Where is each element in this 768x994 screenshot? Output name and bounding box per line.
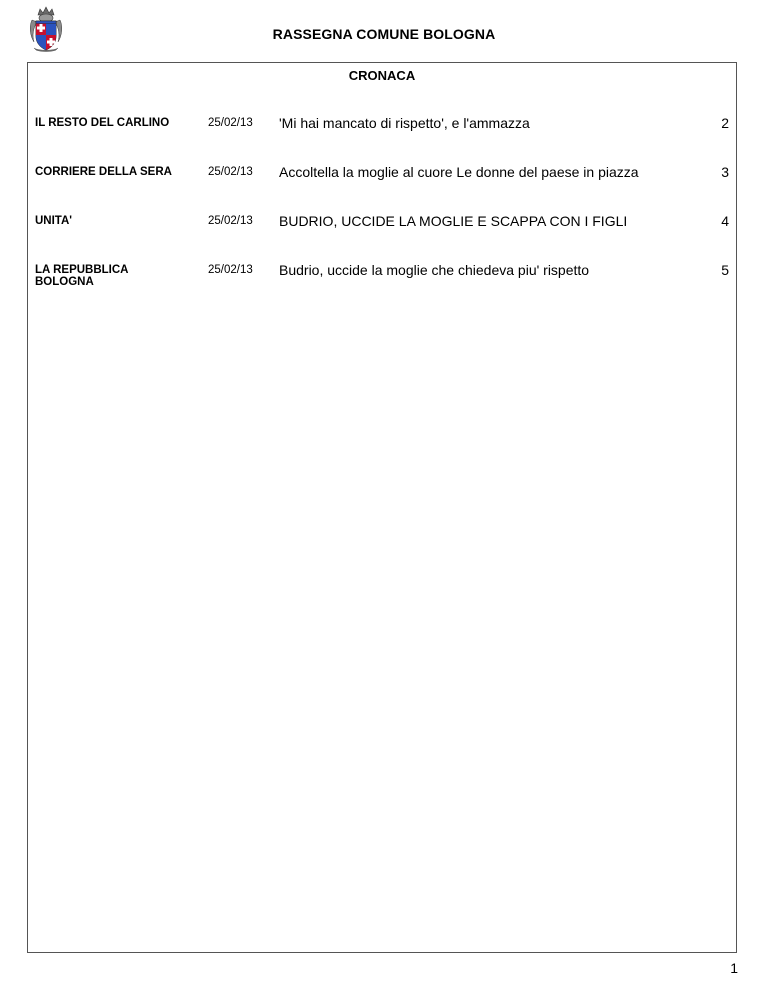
press-review-frame	[27, 62, 737, 953]
article-headline[interactable]: Accoltella la moglie al cuore Le donne del paese in piazza	[279, 164, 639, 180]
article-page: 4	[721, 213, 729, 229]
article-row[interactable]	[28, 166, 736, 196]
article-row[interactable]	[28, 264, 736, 294]
article-row[interactable]	[28, 117, 736, 147]
article-headline[interactable]: BUDRIO, UCCIDE LA MOGLIE E SCAPPA CON I FIGLI	[279, 213, 628, 229]
page-number: 1	[730, 960, 738, 976]
article-source: CORRIERE DELLA SERA	[35, 166, 172, 178]
article-page: 5	[721, 262, 729, 278]
article-headline[interactable]: Budrio, uccide la moglie che chiedeva piu' rispetto	[279, 262, 590, 278]
article-headline[interactable]: 'Mi hai mancato di rispetto', e l'ammazza	[279, 115, 530, 131]
section-title: CRONACA	[348, 68, 416, 83]
article-date: 25/02/13	[208, 117, 253, 129]
article-source: UNITA'	[35, 215, 73, 227]
article-source: IL RESTO DEL CARLINO	[35, 117, 170, 129]
article-source: LA REPUBBLICA BOLOGNA	[35, 264, 129, 288]
article-date: 25/02/13	[208, 166, 253, 178]
article-page: 2	[721, 115, 729, 131]
article-date: 25/02/13	[208, 215, 253, 227]
article-row[interactable]	[28, 215, 736, 245]
article-date: 25/02/13	[208, 264, 253, 276]
page-header-title: RASSEGNA COMUNE BOLOGNA	[272, 26, 496, 42]
article-page: 3	[721, 164, 729, 180]
